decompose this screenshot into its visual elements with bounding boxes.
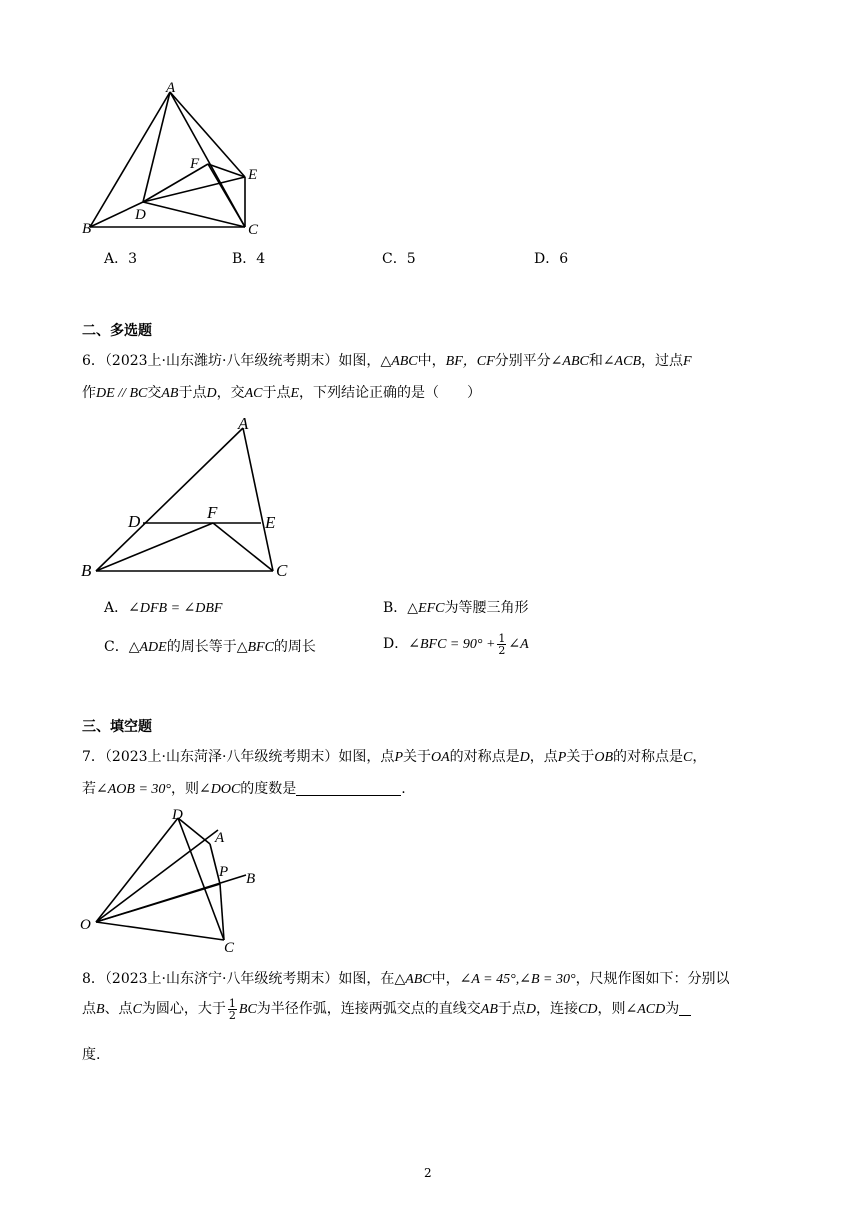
q7-line1: 7．（2023上·山东菏泽·八年级统考期末）如图，点P关于OA的对称点是D，点P关于OB的对称点是C， <box>82 749 707 765</box>
q5-label-a: A <box>166 82 176 96</box>
q7-figure <box>78 804 268 956</box>
q6-label-e: E <box>265 513 276 532</box>
q6-line2: 作DE // BC交AB于点D，交AC于点E，下列结论正确的是（ ） <box>82 385 482 401</box>
q7-label-c: C <box>224 940 235 956</box>
q7-answer-blank <box>296 781 401 796</box>
q6-label-d: D <box>128 512 141 531</box>
section-title-multiple-choice: 二、多选题 <box>82 323 152 339</box>
q5-label-d: D <box>135 207 146 223</box>
section-title-fill-in: 三、填空题 <box>82 719 152 735</box>
q5-option-d: D．6 <box>534 251 569 267</box>
q6-option-d: D．∠BFC = 90° + $\frac{1}{2}$ ∠A <box>383 631 529 657</box>
q5-label-b: B <box>82 221 92 237</box>
q5-option-a: A．3 <box>104 251 138 267</box>
q7-label-d: D <box>172 807 183 823</box>
q8-line3: 度. <box>82 1047 101 1063</box>
q5-option-b: B．4 <box>232 251 266 267</box>
q6-label-b: B <box>81 561 92 580</box>
page-number: 2 <box>424 1166 432 1180</box>
q6-label-a: A <box>238 414 249 433</box>
q6-option-a: A．∠DFB = ∠DBF <box>104 600 223 616</box>
q7-label-a: A <box>215 830 225 846</box>
q5-figure <box>80 82 270 242</box>
q6-label-c: C <box>276 561 288 580</box>
q6-label-f: F <box>207 503 218 522</box>
q8-line2: 点B、点C为圆心，大于 $\frac{1}{2}$ BC为半径作弧，连接两弧交点的直线交AB于点D，连接CD，则∠ACD为 <box>82 993 691 1026</box>
q5-label-e: E <box>248 167 258 183</box>
q8-answer-blank <box>679 1001 691 1016</box>
q7-line2: 若∠AOB = 30°，则∠DOC的度数是 . <box>82 781 406 797</box>
q5-label-c: C <box>248 222 259 238</box>
q8-line1: 8．（2023上·山东济宁·八年级统考期末）如图，在△ABC中，∠A = 45°,∠B = 30°，尺规作图如下：分别以 <box>82 971 730 987</box>
q6-line1: 6．（2023上·山东潍坊·八年级统考期末）如图，△ABC中，BF，CF分别平分∠ABC和∠ACB，过点F <box>82 353 692 369</box>
q7-label-p: P <box>219 864 229 880</box>
q6-option-c: C．△ADE的周长等于△BFC的周长 <box>104 639 316 655</box>
q6-figure <box>78 414 298 584</box>
q6-option-b: B．△EFC为等腰三角形 <box>383 600 529 616</box>
q7-label-o: O <box>80 917 91 933</box>
q5-label-f: F <box>190 156 200 172</box>
q5-option-c: C．5 <box>382 251 416 267</box>
q7-label-b: B <box>246 871 256 887</box>
